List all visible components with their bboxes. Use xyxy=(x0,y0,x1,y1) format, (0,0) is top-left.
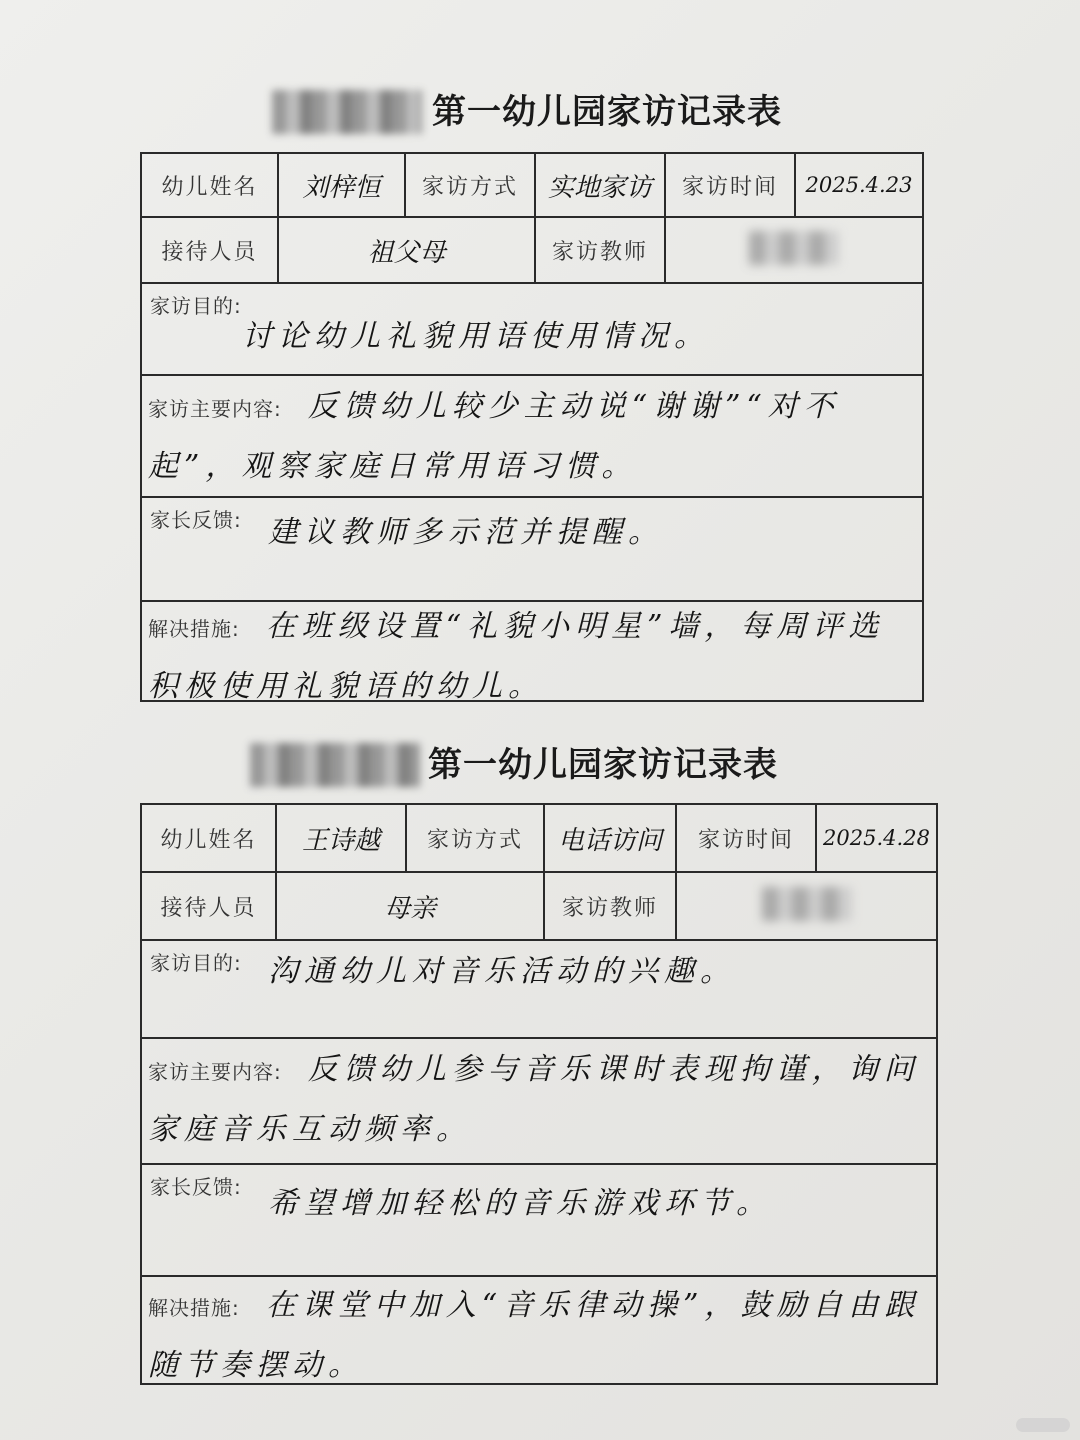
value-visit-method: 电话访问 xyxy=(544,804,676,872)
value-measures: 在课堂中加入“音乐律动操”，鼓励自由跟随节奏摆动。 xyxy=(148,1288,921,1383)
measures-block xyxy=(141,1276,937,1384)
value-teacher-redacted xyxy=(665,217,923,283)
redacted-school-name xyxy=(272,90,422,134)
value-child-name: 王诗越 xyxy=(276,804,406,872)
value-measures: 在班级设置“礼貌小明星”墙，每周评选积极使用礼貌语的幼儿。 xyxy=(148,609,885,704)
label-visit-time: 家访时间 xyxy=(665,153,795,217)
form-1-table xyxy=(140,152,924,702)
label-measures: 解决措施: xyxy=(148,617,240,641)
label-child-name: 幼儿姓名 xyxy=(141,804,276,872)
redacted-teacher-name xyxy=(762,887,852,921)
content-line xyxy=(148,378,914,496)
label-child-name: 幼儿姓名 xyxy=(141,153,278,217)
value-feedback: 建议教师多示范并提醒。 xyxy=(268,515,664,550)
label-purpose: 家访目的: xyxy=(150,294,242,318)
form-2-title-row xyxy=(0,735,1080,805)
value-receiver: 母亲 xyxy=(276,872,544,940)
feedback-block xyxy=(141,497,923,601)
label-measures: 解决措施: xyxy=(148,1296,240,1320)
value-visit-time: 2025.4.23 xyxy=(795,153,923,217)
value-visit-time: 2025.4.28 xyxy=(816,804,937,872)
content-block xyxy=(141,1038,937,1164)
purpose-block xyxy=(141,940,937,1038)
label-content: 家访主要内容: xyxy=(148,1060,282,1084)
label-feedback: 家长反馈: xyxy=(150,1175,242,1199)
label-receiver: 接待人员 xyxy=(141,872,276,940)
value-child-name: 刘梓恒 xyxy=(278,153,405,217)
content-line xyxy=(148,1041,928,1159)
value-content: 反馈幼儿较少主动说“谢谢”“对不起”，观察家庭日常用语习惯。 xyxy=(148,389,840,484)
value-teacher-redacted xyxy=(676,872,937,940)
label-visit-method: 家访方式 xyxy=(406,804,544,872)
form-1-title: 第一幼儿园家访记录表 xyxy=(432,92,782,132)
value-purpose: 讨论幼儿礼貌用语使用情况。 xyxy=(242,319,710,354)
label-feedback: 家长反馈: xyxy=(150,508,242,532)
label-content: 家访主要内容: xyxy=(148,397,282,421)
label-visit-time: 家访时间 xyxy=(676,804,816,872)
content-block xyxy=(141,375,923,497)
label-receiver: 接待人员 xyxy=(141,217,278,283)
measures-line xyxy=(148,598,914,716)
form-1-title-row xyxy=(0,82,1080,152)
feedback-block xyxy=(141,1164,937,1276)
value-purpose: 沟通幼儿对音乐活动的兴趣。 xyxy=(268,954,736,989)
label-visit-method: 家访方式 xyxy=(405,153,535,217)
watermark-badge xyxy=(1016,1418,1070,1432)
label-teacher: 家访教师 xyxy=(535,217,665,283)
measures-line xyxy=(148,1277,928,1395)
label-purpose: 家访目的: xyxy=(150,951,242,975)
value-content: 反馈幼儿参与音乐课时表现拘谨，询问家庭音乐互动频率。 xyxy=(148,1052,920,1147)
purpose-block xyxy=(141,283,923,375)
value-receiver: 祖父母 xyxy=(278,217,535,283)
label-teacher: 家访教师 xyxy=(544,872,676,940)
measures-block xyxy=(141,601,923,704)
form-2-title: 第一幼儿园家访记录表 xyxy=(428,745,778,785)
value-visit-method: 实地家访 xyxy=(535,153,665,217)
form-2-table xyxy=(140,803,938,1385)
redacted-school-name xyxy=(250,743,420,787)
redacted-teacher-name xyxy=(749,231,839,265)
value-feedback: 希望增加轻松的音乐游戏环节。 xyxy=(268,1186,772,1221)
